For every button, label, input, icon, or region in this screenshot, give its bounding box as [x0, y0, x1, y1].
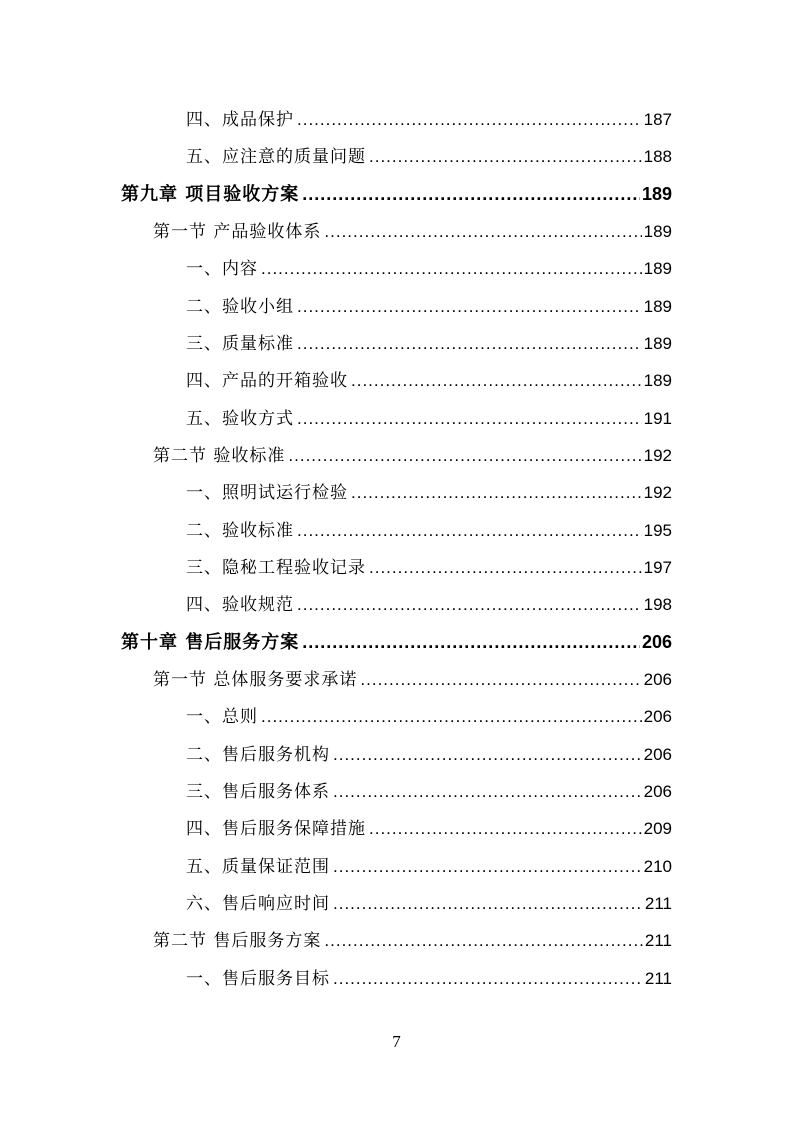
toc-entry-title: 第一节 产品验收体系 — [153, 222, 322, 242]
toc-dot-leader — [261, 250, 642, 287]
toc-dot-leader — [324, 213, 641, 250]
toc-entry-title: 三、隐秘工程验收记录 — [186, 558, 366, 578]
toc-entry-title: 四、售后服务保障措施 — [186, 819, 366, 839]
toc-entry[interactable] — [186, 400, 672, 437]
toc-dot-leader — [333, 736, 642, 773]
toc-entry-title: 第二节 验收标准 — [153, 446, 286, 466]
toc-entry[interactable] — [186, 362, 672, 399]
toc-entry-title: 五、应注意的质量问题 — [186, 147, 366, 167]
toc-dot-leader — [297, 325, 642, 362]
toc-entry-title: 第二节 售后服务方案 — [153, 931, 322, 951]
toc-entry-title: 六、售后响应时间 — [186, 894, 330, 914]
toc-entry-title: 第一节 总体服务要求承诺 — [153, 670, 358, 690]
toc-dot-leader — [288, 437, 641, 474]
toc-dot-leader — [333, 773, 642, 810]
toc-entry-page: 211 — [644, 931, 672, 950]
toc-dot-leader — [369, 810, 642, 847]
toc-entry-title: 一、总则 — [186, 707, 258, 727]
toc-entry-page: 189 — [643, 297, 672, 316]
toc-dot-leader — [297, 400, 642, 437]
toc-section-entry[interactable] — [153, 661, 672, 698]
toc-entry-page: 189 — [643, 259, 672, 278]
toc-section-entry[interactable] — [153, 213, 672, 250]
toc-dot-leader — [369, 138, 642, 175]
toc-entry-title: 第十章 售后服务方案 — [121, 632, 300, 653]
toc-entry[interactable] — [186, 885, 672, 922]
toc-entry-page: 197 — [643, 558, 672, 577]
toc-entry[interactable] — [186, 773, 672, 810]
toc-entry-title: 五、质量保证范围 — [186, 857, 330, 877]
toc-entry-title: 二、验收小组 — [186, 297, 294, 317]
toc-dot-leader — [369, 549, 642, 586]
toc-entry-title: 一、内容 — [186, 259, 258, 279]
toc-entry-page: 206 — [643, 707, 672, 726]
toc-entry[interactable] — [186, 810, 672, 847]
toc-entry-title: 四、验收规范 — [186, 595, 294, 615]
toc-dot-leader — [324, 922, 642, 959]
toc-entry-page: 192 — [643, 483, 672, 502]
toc-entry[interactable] — [186, 586, 672, 623]
page-number: 7 — [392, 1032, 401, 1051]
toc-chapter-entry[interactable] — [121, 176, 672, 213]
toc-dot-leader — [297, 512, 642, 549]
toc-entry-page: 198 — [643, 595, 672, 614]
toc-entry-title: 第九章 项目验收方案 — [121, 184, 300, 205]
toc-entry[interactable] — [186, 325, 672, 362]
toc-entry-page: 206 — [643, 745, 672, 764]
toc-dot-leader — [261, 698, 642, 735]
toc-entry-page: 188 — [643, 147, 672, 166]
toc-entry[interactable] — [186, 549, 672, 586]
toc-entry-page: 189 — [643, 222, 672, 241]
toc-entry[interactable] — [186, 698, 672, 735]
toc-entry[interactable] — [186, 474, 672, 511]
toc-entry-page: 187 — [643, 110, 672, 129]
toc-entry-page: 211 — [644, 969, 672, 988]
toc-entry-page: 210 — [643, 857, 672, 876]
toc-entry-page: 209 — [643, 819, 672, 838]
toc-dot-leader — [360, 661, 641, 698]
toc-entry[interactable] — [186, 960, 672, 997]
toc-entry-title: 三、质量标准 — [186, 334, 294, 354]
toc-entry-page: 211 — [644, 894, 672, 913]
toc-entry[interactable] — [186, 848, 672, 885]
toc-entry-page: 192 — [643, 446, 672, 465]
toc-dot-leader — [333, 960, 643, 997]
toc-entry-title: 二、验收标准 — [186, 521, 294, 541]
toc-entry-title: 四、成品保护 — [186, 110, 294, 130]
toc-dot-leader — [302, 176, 640, 213]
toc-entry-title: 二、售后服务机构 — [186, 745, 330, 765]
toc-entry[interactable] — [186, 138, 672, 175]
toc-dot-leader — [302, 624, 640, 661]
toc-entry[interactable] — [186, 250, 672, 287]
toc-entry-title: 三、售后服务体系 — [186, 782, 330, 802]
toc-entry-page: 191 — [643, 409, 672, 428]
toc-entry-page: 195 — [643, 521, 672, 540]
toc-entry[interactable] — [186, 512, 672, 549]
toc-dot-leader — [297, 288, 642, 325]
toc-section-entry[interactable] — [153, 922, 672, 959]
toc-entry-page: 206 — [643, 782, 672, 801]
toc-entry[interactable] — [186, 288, 672, 325]
toc-entry-title: 一、售后服务目标 — [186, 969, 330, 989]
toc-dot-leader — [297, 101, 642, 138]
toc-entry-page: 206 — [641, 632, 672, 652]
toc-dot-leader — [351, 362, 642, 399]
toc-entry-page: 189 — [641, 184, 672, 204]
toc-section-entry[interactable] — [153, 437, 672, 474]
toc-entry-page: 189 — [643, 334, 672, 353]
toc-entry-title: 一、照明试运行检验 — [186, 483, 348, 503]
toc-entry-page: 206 — [643, 670, 672, 689]
toc-entry[interactable] — [186, 736, 672, 773]
toc-entry-title: 五、验收方式 — [186, 409, 294, 429]
toc-dot-leader — [297, 586, 642, 623]
toc-chapter-entry[interactable] — [121, 624, 672, 661]
toc-dot-leader — [333, 848, 642, 885]
toc-entry[interactable] — [186, 101, 672, 138]
toc-entry-page: 189 — [643, 371, 672, 390]
toc-dot-leader — [333, 885, 643, 922]
toc-entry-title: 四、产品的开箱验收 — [186, 371, 348, 391]
toc-dot-leader — [351, 474, 642, 511]
